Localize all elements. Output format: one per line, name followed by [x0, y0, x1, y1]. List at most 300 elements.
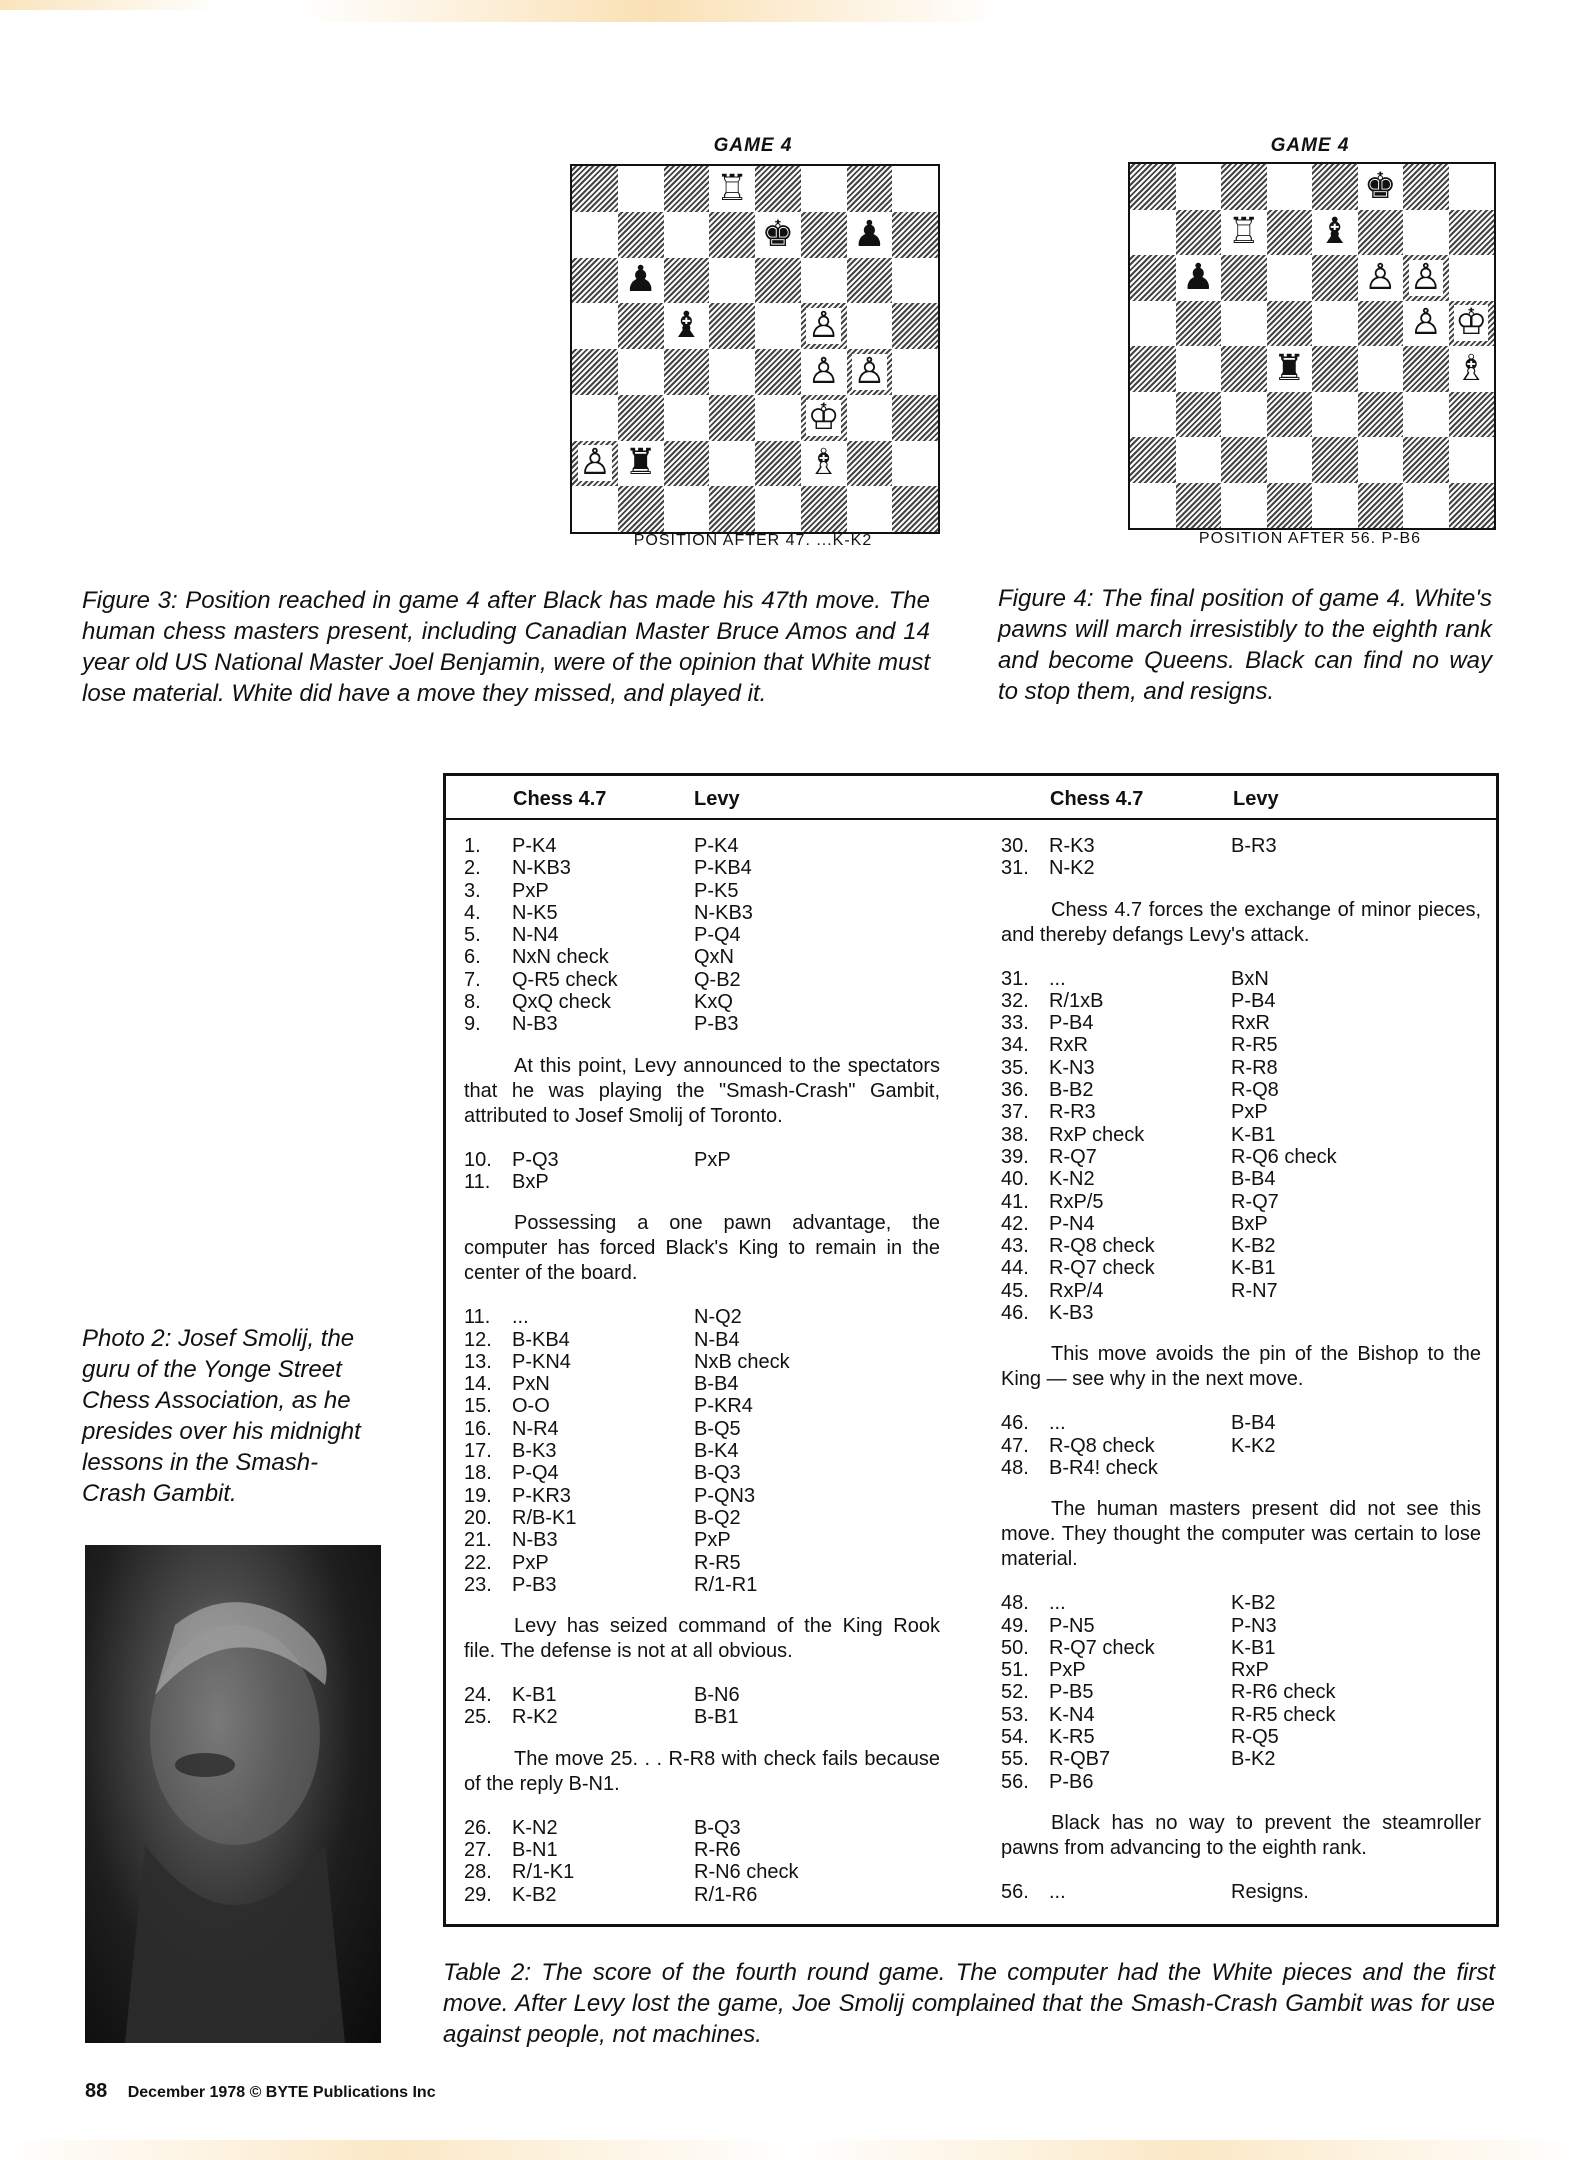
square-g4: [847, 349, 893, 395]
square-d6: [709, 258, 755, 304]
move-number: 7.: [464, 968, 481, 991]
move-row: [1001, 1881, 1481, 1903]
square-c4: [1221, 346, 1267, 392]
white-move: N-N4: [512, 924, 559, 947]
move-number: 17.: [464, 1440, 492, 1463]
move-block: [1001, 1881, 1481, 1903]
table-right-column: [1001, 835, 1481, 1921]
move-number: 54.: [1001, 1726, 1029, 1749]
white-move: P-N5: [1049, 1614, 1095, 1637]
white-move: R-Q7: [1049, 1145, 1097, 1168]
white-move: RxP check: [1049, 1123, 1145, 1146]
square-c1: [1221, 483, 1267, 529]
square-d7: [709, 212, 755, 258]
white-move: ...: [1049, 967, 1066, 990]
move-number: 3.: [464, 879, 481, 902]
square-h3: [892, 395, 938, 441]
square-f3: [1358, 392, 1404, 438]
white-move: RxP/4: [1049, 1279, 1104, 1302]
white-move: B-B2: [1049, 1079, 1094, 1102]
square-e2: [755, 441, 801, 487]
square-e7: [755, 212, 801, 258]
black-move: P-B3: [694, 1013, 739, 1036]
move-block: [464, 1684, 940, 1729]
move-number: 55.: [1001, 1748, 1029, 1771]
square-d3: [709, 395, 755, 441]
square-c5: [664, 303, 710, 349]
square-b5: [618, 303, 664, 349]
square-d8: [1267, 164, 1313, 210]
square-e3: [755, 395, 801, 441]
square-c8: [664, 166, 710, 212]
move-row: [464, 1418, 940, 1440]
move-row: [464, 1351, 940, 1373]
top-page-stain: [300, 0, 1000, 22]
move-row: [464, 1485, 940, 1507]
move-row: [1001, 1435, 1481, 1457]
black-move: R-N7: [1231, 1279, 1278, 1302]
square-g4: [1403, 346, 1449, 392]
move-number: 5.: [464, 924, 481, 947]
move-row: [464, 1552, 940, 1574]
move-row: [464, 1373, 940, 1395]
square-d4: [1267, 346, 1313, 392]
chess-piece: ♖: [715, 167, 749, 209]
black-move: B-Q3: [694, 1816, 741, 1839]
square-a4: [1130, 346, 1176, 392]
table2-caption: Table 2: The score of the fourth round game. The computer had the White pieces and the first move. After Levy lost the game, Joe Smolij complained that the Smash-Crash Gambit was for use against people, not machines.: [443, 1959, 1495, 2048]
move-row: [1001, 1302, 1481, 1324]
black-move: R-R6 check: [1231, 1681, 1336, 1704]
chess-piece: ♚: [761, 213, 795, 255]
move-row: [1001, 1257, 1481, 1279]
move-row: [464, 946, 940, 968]
white-move: K-R5: [1049, 1726, 1095, 1749]
square-f7: [801, 212, 847, 258]
black-move: B-Q5: [694, 1417, 741, 1440]
square-d5: [1267, 301, 1313, 347]
black-move: BxP: [1231, 1212, 1268, 1235]
square-d2: [709, 441, 755, 487]
move-row: [1001, 1034, 1481, 1056]
move-row: [1001, 1191, 1481, 1213]
square-a1: [1130, 483, 1176, 529]
square-b4: [1176, 346, 1222, 392]
move-number: 13.: [464, 1350, 492, 1373]
annotation-note: The human masters present did not see this move. They thought the computer was certain to lose material.: [1001, 1498, 1481, 1571]
move-row: [464, 1462, 940, 1484]
move-number: 24.: [464, 1684, 492, 1707]
square-g3: [1403, 392, 1449, 438]
move-block: [464, 835, 940, 1036]
black-move: B-R3: [1231, 835, 1277, 857]
move-row: [464, 1861, 940, 1883]
move-row: [1001, 968, 1481, 990]
move-number: 2.: [464, 857, 481, 880]
white-move: Q-R5 check: [512, 968, 618, 991]
white-move: K-N2: [1049, 1168, 1095, 1191]
move-row: [464, 969, 940, 991]
black-move: P-K5: [694, 879, 739, 902]
move-block: [1001, 835, 1481, 880]
chess-piece: ♝: [670, 305, 703, 347]
move-number: 39.: [1001, 1145, 1029, 1168]
square-c3: [1221, 392, 1267, 438]
white-move: R/B-K1: [512, 1506, 577, 1529]
move-number: 46.: [1001, 1412, 1029, 1435]
move-number: 33.: [1001, 1012, 1029, 1035]
move-number: 29.: [464, 1883, 492, 1906]
black-move: K-B1: [1231, 1636, 1276, 1659]
move-row: [1001, 1704, 1481, 1726]
square-g6: [847, 258, 893, 304]
move-row: [1001, 1168, 1481, 1190]
top-left-stain: [0, 0, 220, 10]
square-a7: [1130, 210, 1176, 256]
square-e6: [755, 258, 801, 304]
move-number: 10.: [464, 1148, 492, 1171]
photo2-caption: Photo 2: Josef Smolij, the guru of the Yonge Street Chess Association, as he presides over his midnight lessons in the Smash-Crash Gambit.: [82, 1325, 361, 1507]
square-a6: [572, 258, 618, 304]
game-score-table: [443, 773, 1499, 1927]
square-a3: [1130, 392, 1176, 438]
square-a7: [572, 212, 618, 258]
move-block: [1001, 968, 1481, 1325]
move-row: [1001, 1681, 1481, 1703]
portrait-silhouette: [85, 1545, 381, 2043]
black-move: Resigns.: [1231, 1880, 1309, 1903]
chess-piece: ♙: [853, 350, 886, 392]
photo-josef-smolij: [85, 1545, 381, 2043]
black-move: P-K4: [694, 835, 739, 857]
square-f7: [1358, 210, 1404, 256]
move-row: [1001, 1659, 1481, 1681]
move-row: [464, 1306, 940, 1328]
square-f2: [801, 441, 847, 487]
square-b5: [1176, 301, 1222, 347]
white-move: RxP/5: [1049, 1190, 1104, 1213]
black-move: N-KB3: [694, 901, 753, 924]
table-header: [446, 776, 1496, 820]
board1-title: GAME 4: [713, 135, 793, 156]
move-row: [1001, 1748, 1481, 1770]
square-b2: [618, 441, 664, 487]
chess-piece: ♖: [1227, 211, 1260, 253]
square-e1: [755, 486, 801, 532]
square-f5: [801, 303, 847, 349]
white-move: RxR: [1049, 1034, 1088, 1057]
move-row: [1001, 1235, 1481, 1257]
square-e5: [1312, 301, 1358, 347]
square-g2: [1403, 437, 1449, 483]
square-g1: [1403, 483, 1449, 529]
move-row: [464, 880, 940, 902]
square-a1: [572, 486, 618, 532]
black-move: P-QN3: [694, 1484, 756, 1507]
black-move: R-Q5: [1231, 1726, 1279, 1749]
square-b6: [1176, 255, 1222, 301]
move-row: [1001, 1771, 1481, 1793]
black-move: K-B1: [1231, 1257, 1276, 1280]
black-move: B-K4: [694, 1440, 739, 1463]
move-row: [464, 1684, 940, 1706]
square-b3: [1176, 392, 1222, 438]
square-d5: [709, 303, 755, 349]
chess-piece: ♙: [1409, 302, 1442, 344]
square-f8: [801, 166, 847, 212]
black-move: R-Q6 check: [1231, 1145, 1337, 1168]
move-number: 30.: [1001, 835, 1029, 857]
black-move: N-B4: [694, 1328, 740, 1351]
white-move: B-KB4: [512, 1328, 570, 1351]
board2-caption: POSITION AFTER 56. P-B6: [1198, 530, 1422, 547]
black-move: R-R5 check: [1231, 1703, 1336, 1726]
move-number: 25.: [464, 1706, 492, 1729]
chess-piece: ♙: [1364, 256, 1397, 298]
white-move: R-Q8 check: [1049, 1434, 1155, 1457]
move-number: 31.: [1001, 857, 1029, 880]
square-f5: [1358, 301, 1404, 347]
square-e8: [1312, 164, 1358, 210]
header-black-left: Levy: [694, 788, 740, 810]
square-h5: [892, 303, 938, 349]
move-row: [1001, 1101, 1481, 1123]
annotation-note: The move 25. . . R-R8 with check fails because of the reply B-N1.: [464, 1747, 940, 1795]
move-number: 37.: [1001, 1101, 1029, 1124]
move-number: 56.: [1001, 1770, 1029, 1793]
move-row: [464, 902, 940, 924]
black-move: Q-B2: [694, 968, 741, 991]
black-move: B-K2: [1231, 1748, 1276, 1771]
move-row: [1001, 1146, 1481, 1168]
move-row: [464, 1574, 940, 1596]
white-move: PxP: [1049, 1659, 1086, 1682]
move-number: 28.: [464, 1861, 492, 1884]
square-a5: [572, 303, 618, 349]
black-move: KxQ: [694, 991, 733, 1014]
bottom-page-stain: [0, 2140, 1585, 2160]
black-move: P-B4: [1231, 989, 1276, 1012]
black-move: K-B2: [1231, 1235, 1276, 1258]
square-h2: [1449, 437, 1495, 483]
move-row: [1001, 1079, 1481, 1101]
square-h7: [892, 212, 938, 258]
black-move: R-R5: [694, 1551, 741, 1574]
move-number: 51.: [1001, 1659, 1029, 1682]
figure3-caption: Figure 3: Position reached in game 4 after Black has made his 47th move. The human chess masters present, including Canadian Master Bruce Amos and 14 year old US National Master Joel Benjamin, were of the opinion that White must lose material. White did have a move they missed, and played it.: [82, 587, 930, 707]
move-row: [1001, 1457, 1481, 1479]
square-e6: [1312, 255, 1358, 301]
square-h3: [1449, 392, 1495, 438]
white-move: ...: [1049, 1880, 1066, 1903]
page-number: 88: [85, 2080, 108, 2102]
square-c6: [1221, 255, 1267, 301]
move-row: [1001, 990, 1481, 1012]
chess-piece: ♗: [1455, 347, 1488, 389]
white-move: P-Q3: [512, 1148, 559, 1171]
square-h8: [892, 166, 938, 212]
chess-board-figure3: [570, 164, 940, 534]
black-move: RxR: [1231, 1012, 1270, 1035]
square-h1: [1449, 483, 1495, 529]
move-row: [464, 924, 940, 946]
move-row: [464, 835, 940, 857]
move-number: 49.: [1001, 1614, 1029, 1637]
move-row: [464, 1149, 940, 1171]
move-number: 36.: [1001, 1079, 1029, 1102]
move-number: 21.: [464, 1529, 492, 1552]
chess-piece: ♙: [578, 442, 612, 484]
move-number: 38.: [1001, 1123, 1029, 1146]
square-h7: [1449, 210, 1495, 256]
black-move: PxP: [694, 1529, 731, 1552]
annotation-note: This move avoids the pin of the Bishop to the King — see why in the next move.: [1001, 1343, 1481, 1391]
square-a2: [572, 441, 618, 487]
move-row: [464, 1706, 940, 1728]
black-move: BxN: [1231, 967, 1269, 990]
square-a4: [572, 349, 618, 395]
white-move: PxP: [512, 1551, 549, 1574]
white-move: K-N2: [512, 1816, 558, 1839]
move-row: [464, 991, 940, 1013]
black-move: B-N6: [694, 1684, 740, 1707]
square-h5: [1449, 301, 1495, 347]
move-row: [1001, 857, 1481, 879]
square-d6: [1267, 255, 1313, 301]
white-move: R-Q8 check: [1049, 1235, 1155, 1258]
square-g7: [847, 212, 893, 258]
move-number: 41.: [1001, 1190, 1029, 1213]
white-move: K-B3: [1049, 1302, 1094, 1325]
figure4-caption: Figure 4: The final position of game 4. White's pawns will march irresistibly to the eighth rank and become Queens. Black can find no way to stop them, and resigns.: [998, 585, 1492, 705]
move-number: 23.: [464, 1573, 492, 1596]
square-a8: [1130, 164, 1176, 210]
header-white-left: Chess 4.7: [513, 788, 607, 810]
square-g2: [847, 441, 893, 487]
white-move: NxN check: [512, 946, 609, 969]
square-d1: [709, 486, 755, 532]
square-g7: [1403, 210, 1449, 256]
white-move: ...: [1049, 1592, 1066, 1615]
square-a3: [572, 395, 618, 441]
white-move: P-B4: [1049, 1012, 1094, 1035]
move-row: [1001, 1213, 1481, 1235]
black-move: R-R6: [694, 1839, 741, 1862]
white-move: P-B5: [1049, 1681, 1094, 1704]
square-b3: [618, 395, 664, 441]
white-move: R-K3: [1049, 835, 1095, 857]
white-move: K-N4: [1049, 1703, 1095, 1726]
white-move: N-K2: [1049, 857, 1095, 880]
white-move: N-B3: [512, 1529, 558, 1552]
black-move: B-B4: [694, 1373, 739, 1396]
move-row: [1001, 1412, 1481, 1434]
move-number: 11.: [464, 1306, 491, 1329]
move-number: 47.: [1001, 1434, 1029, 1457]
table-left-column: [464, 835, 940, 1924]
square-b1: [1176, 483, 1222, 529]
move-row: [1001, 1637, 1481, 1659]
square-a2: [1130, 437, 1176, 483]
square-f6: [1358, 255, 1404, 301]
black-move: R-R8: [1231, 1056, 1278, 1079]
black-move: R-Q8: [1231, 1079, 1279, 1102]
move-number: 4.: [464, 901, 481, 924]
white-move: P-KN4: [512, 1350, 571, 1373]
square-f3: [801, 395, 847, 441]
chess-piece: ♗: [807, 442, 840, 484]
move-row: [464, 1507, 940, 1529]
move-row: [1001, 1124, 1481, 1146]
black-move: P-Q4: [694, 924, 741, 947]
square-g8: [847, 166, 893, 212]
square-c6: [664, 258, 710, 304]
square-g6: [1403, 255, 1449, 301]
black-move: B-B4: [1231, 1412, 1276, 1435]
white-move: ...: [512, 1306, 529, 1329]
square-g3: [847, 395, 893, 441]
move-number: 22.: [464, 1551, 492, 1574]
white-move: PxP: [512, 879, 549, 902]
annotation-note: Possessing a one pawn advantage, the computer has forced Black's King to remain in the center of the board.: [464, 1212, 940, 1285]
move-row: [1001, 1615, 1481, 1637]
chess-piece: ♙: [807, 350, 840, 392]
square-g5: [1403, 301, 1449, 347]
square-b6: [618, 258, 664, 304]
black-move: K-B1: [1231, 1123, 1276, 1146]
square-e4: [755, 349, 801, 395]
white-move: B-R4! check: [1049, 1456, 1158, 1479]
white-move: R-Q7 check: [1049, 1636, 1155, 1659]
square-b8: [1176, 164, 1222, 210]
white-move: R-QB7: [1049, 1748, 1111, 1771]
move-number: 40.: [1001, 1168, 1029, 1191]
black-move: B-B1: [694, 1706, 739, 1729]
square-b7: [1176, 210, 1222, 256]
move-row: [1001, 1057, 1481, 1079]
board2-title: GAME 4: [1270, 135, 1350, 156]
square-c7: [664, 212, 710, 258]
white-move: PxN: [512, 1373, 550, 1396]
square-e1: [1312, 483, 1358, 529]
square-h2: [892, 441, 938, 487]
move-number: 15.: [464, 1395, 492, 1418]
square-d4: [709, 349, 755, 395]
footer-credit: December 1978 © BYTE Publications Inc: [127, 2084, 436, 2101]
white-move: P-KR3: [512, 1484, 571, 1507]
move-block: [464, 1817, 940, 1906]
annotation-note: Black has no way to prevent the steamroller pawns from advancing to the eighth rank.: [1001, 1811, 1481, 1859]
square-g8: [1403, 164, 1449, 210]
move-number: 48.: [1001, 1456, 1029, 1479]
white-move: K-N3: [1049, 1056, 1095, 1079]
black-move: B-B4: [1231, 1168, 1276, 1191]
move-number: 52.: [1001, 1681, 1029, 1704]
white-move: P-B6: [1049, 1770, 1094, 1793]
move-block: [1001, 1592, 1481, 1793]
white-move: P-B3: [512, 1573, 557, 1596]
annotation-note: Chess 4.7 forces the exchange of minor pieces, and thereby defangs Levy's attack.: [1001, 898, 1481, 946]
square-d2: [1267, 437, 1313, 483]
move-row: [1001, 835, 1481, 857]
white-move: R/1-K1: [512, 1861, 575, 1884]
black-move: PxP: [694, 1148, 731, 1171]
move-number: 53.: [1001, 1703, 1029, 1726]
black-move: B-Q2: [694, 1506, 741, 1529]
move-row: [464, 857, 940, 879]
white-move: R-R3: [1049, 1101, 1096, 1124]
black-move: QxN: [694, 946, 734, 969]
